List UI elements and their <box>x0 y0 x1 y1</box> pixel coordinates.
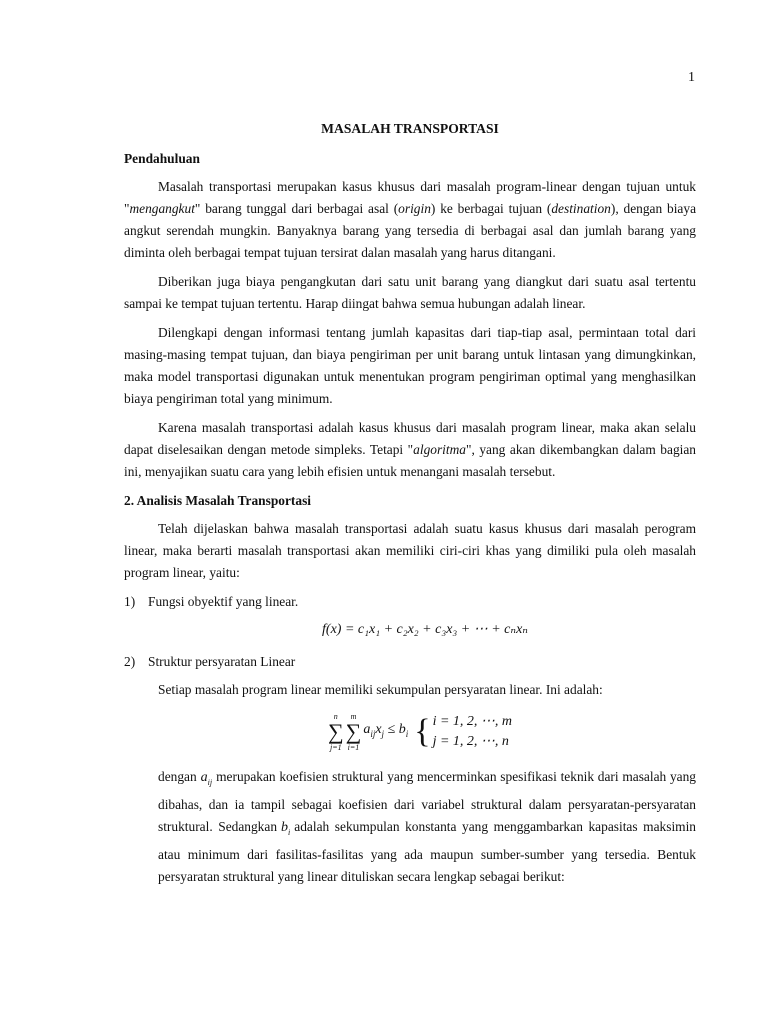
list-item-1: 1) Fungsi obyektif yang linear. <box>124 594 299 609</box>
inline-math-bi: $b_i$ <box>281 819 291 837</box>
inline-math-aij: $a_{ij}$ <box>200 770 213 787</box>
section-heading-analisis: 2. Analisis Masalah Transportasi <box>124 493 312 508</box>
list-item-2: 2) Struktur persyaratan Linear <box>124 654 296 669</box>
paragraph-6: Setiap masalah program linear memiliki sekumpulan persyaratan linear. Ini adalah: <box>158 682 603 697</box>
paragraph-5: Telah dijelaskan bahwa masalah transportasi adalah suatu kasus khusus dari masalah perogram linear, maka berarti masalah transportasi akan memiliki ciri-ciri khas yang dimiliki pula oleh masalah program linear, yaitu: <box>124 521 696 580</box>
case-j: j = 1, 2, ⋯, n <box>432 734 509 749</box>
paragraph-2: Diberikan juga biaya pengangkutan dari satu unit barang yang diangkut dari suatu asal tertentu sampai ke tempat tujuan tertentu. Harap diingat bahwa semua hubungan adalah linear. <box>124 274 696 311</box>
brace-symbol: { <box>414 713 431 750</box>
objective-function-equation: f(x) = c₁x₁ + c₂x₂ + c₃x₃ + ⋯ + cₙxₙ <box>322 622 528 637</box>
case-i: i = 1, 2, ⋯, m <box>432 714 513 729</box>
constraint-cases <box>433 712 512 752</box>
constraint-equation: n ∑ j=1 m ∑ i=1 $a_{ij}x_j \le b_i$ { i = 1, 2, ⋯, m j = 1, 2, ⋯, n <box>327 712 513 752</box>
paragraph-7: dengan $a_{ij}$ merupakan koefisien struktural yang mencerminkan spesifikasi teknik dari masalah yang dibahas, dan ia tampil sebagai koefisien dari variabel struktural dalam persyaratan-persyaratan struktural. Sedangkan $b_i$ adalah sekumpulan konstanta yang menggambarkan kapasitas maksimin atau minimum dari fasilitas-fasilitas yang ada maupun sumber-sumber yang tersedia. Bentuk persyaratan struktural yang linear dituliskan secara lengkap sebagai berikut: <box>158 769 696 884</box>
sum-symbol-i: m ∑ i=1 <box>345 712 362 752</box>
paragraph-1: Masalah transportasi merupakan kasus khusus dari masalah program-linear dengan tujuan untuk "mengangkut" barang tunggal dari berbagai asal (origin) ke berbagai tujuan (destination), dengan biaya angkut serendah mungkin. Banyaknya barang yang tersedia di berbagai asal dan jumlah barang yang diminta oleh berbagai tempat tujuan tersirat dalan masalah yang harus ditangani. <box>124 179 697 260</box>
document-title: MASALAH TRANSPORTASI <box>321 121 499 136</box>
sum-symbol-j: n ∑ j=1 <box>327 712 344 752</box>
page-number: 1 <box>688 70 695 85</box>
paragraph-4: Karena masalah transportasi adalah kasus khusus dari masalah program linear, maka akan selalu dapat diselesaikan dengan metode simpleks. Tetapi "algoritma", yang akan dikembangkan dalam bagian ini, menyajikan suatu cara yang lebih efisien untuk menangani masalah tersebut. <box>124 420 696 479</box>
section-heading-pendahuluan: Pendahuluan <box>124 151 200 166</box>
document-body <box>124 118 696 895</box>
paragraph-3: Dilengkapi dengan informasi tentang jumlah kapasitas dari tiap-tiap asal, permintaan total dari masing-masing tempat tujuan, dan biaya pengiriman per unit barang untuk lintasan yang dimungkinkan, maka model transportasi digunakan untuk menentukan program pengiriman optimal yang menghasilkan biaya pengiriman total yang minimum. <box>124 325 696 406</box>
